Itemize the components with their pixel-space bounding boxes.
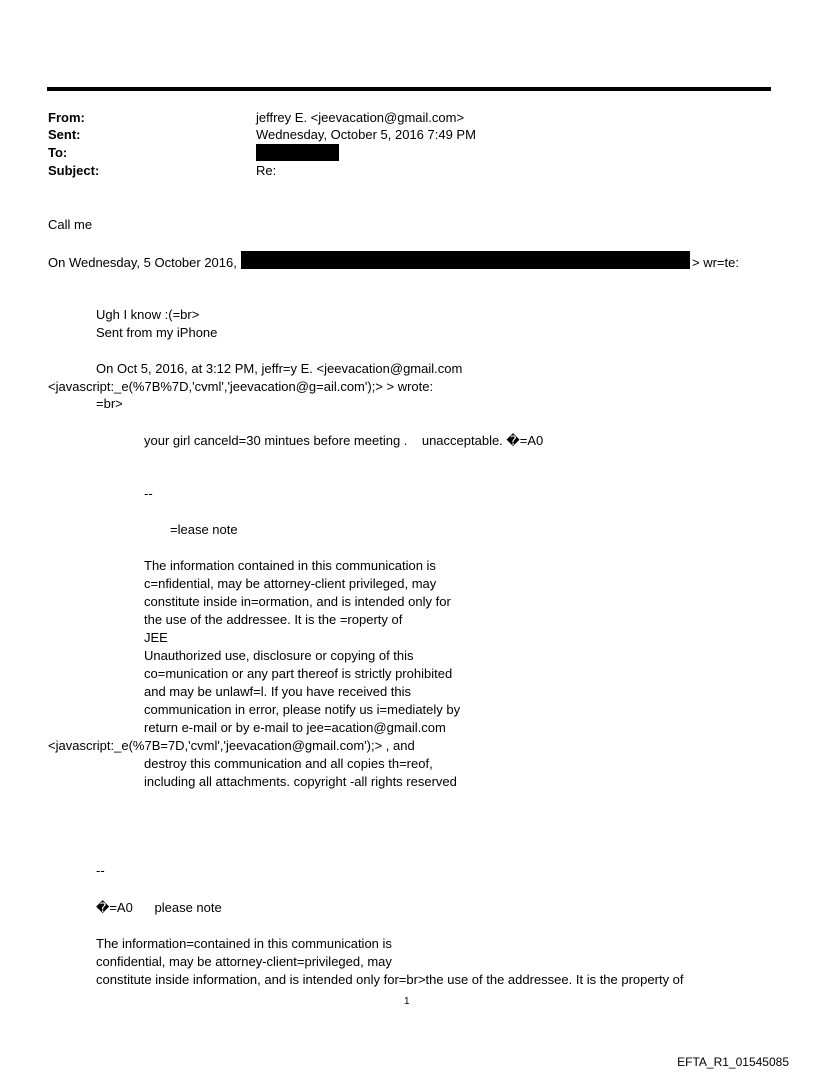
body-line: Ugh I know :(=br> [96,307,200,322]
body-line: the use of the addressee. It is the =roperty of [144,612,403,627]
body-line: �=A0 please note [96,900,222,915]
body-line: On Oct 5, 2016, at 3:12 PM, jeffr=y E. <jeevacation@gmail.com [96,361,463,376]
body-line: destroy this communication and all copies th=reof, [144,756,433,771]
body-line: and may be unlawf=l. If you have received this [144,684,412,699]
from-label: From: [48,110,85,125]
body-line: -- [96,863,105,878]
body-line: communication in error, please notify us i=mediately by [144,702,461,717]
sent-value: Wednesday, October 5, 2016 7:49 PM [256,127,476,142]
body-line: Unauthorized use, disclosure or copying of this [144,648,414,663]
body-line: <javascript:_e(%7B%7D,'cvml','jeevacation@g=ail.com');> > wrote: [48,379,434,394]
body-line: The information=contained in this communication is [96,936,392,951]
body-line: including all attachments. copyright -all rights reserved [144,774,457,789]
body-line: your girl canceld=30 mintues before meeting . unacceptable. �=A0 [144,433,544,448]
to-redaction [256,144,339,161]
body-line: > wr=te: [692,255,739,270]
document-id: EFTA_R1_01545085 [677,1055,789,1069]
header-rule [47,87,771,91]
body-line: confidential, may be attorney-client=privileged, may [96,954,392,969]
body-line: co=munication or any part thereof is strictly prohibited [144,666,453,681]
to-label: To: [48,145,68,160]
body-line: JEE [144,630,168,645]
subject-value: Re: [256,163,277,178]
body-line: <javascript:_e(%7B=7D,'cvml','jeevacation@gmail.com');> , and [48,738,415,753]
body-line: c=nfidential, may be attorney-client privileged, may [144,576,437,591]
body-line: -- [144,486,153,501]
page-number: 1 [404,996,410,1007]
body-line: constitute inside in=ormation, and is intended only for [144,594,451,609]
body-line: Sent from my iPhone [96,325,218,340]
body-line: return e-mail or by e-mail to jee=acation@gmail.com [144,720,446,735]
sent-label: Sent: [48,127,81,142]
sender-redaction [241,251,690,269]
from-value: jeffrey E. <jeevacation@gmail.com> [256,110,465,125]
body-line: Call me [48,217,93,232]
body-line: =br> [96,396,123,411]
body-line: On Wednesday, 5 October 2016, [48,255,237,270]
body-line: =lease note [170,522,238,537]
subject-label: Subject: [48,163,100,178]
body-line: The information contained in this communication is [144,558,436,573]
body-line: constitute inside information, and is intended only for=br>the use of the addressee. It is the property of [96,972,684,987]
